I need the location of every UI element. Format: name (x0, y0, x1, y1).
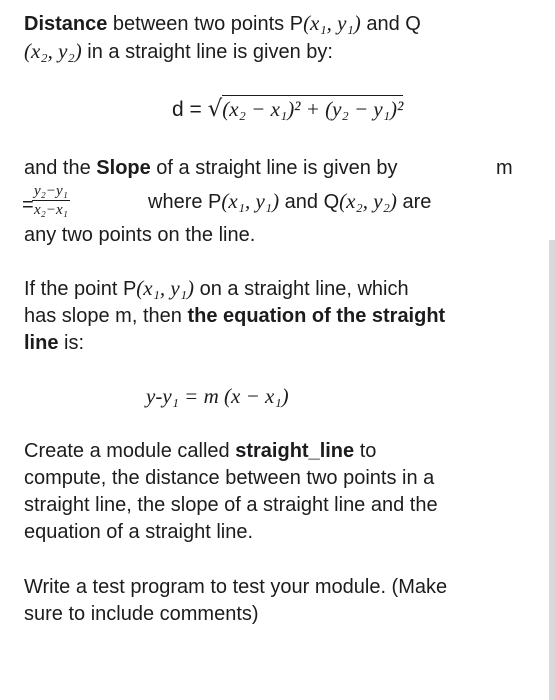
p2-text-a: and the (24, 157, 97, 179)
p2-text-b: of a straight line is given by (150, 157, 398, 179)
scrollbar[interactable] (549, 240, 555, 700)
slope-fraction (32, 182, 70, 219)
distance-radicand: (x₂ − x₁)² + (y₂ − y₁)² (222, 97, 404, 121)
slope-symbol-m: m (496, 157, 513, 179)
p1-text-a: between two points P (107, 13, 304, 35)
slope-denominator: x₂−x₁ (34, 202, 68, 218)
p5-line2: sure to include comments) (24, 603, 259, 625)
module-name: straight_line (235, 440, 355, 462)
sqrt-icon: √ (207, 96, 223, 122)
distance-term: Distance (24, 13, 108, 35)
p2-text-f: any two points on the line. (24, 224, 256, 246)
p4-line4: equation of a straight line. (24, 521, 254, 543)
paragraph-test (24, 574, 534, 628)
p4-line3: straight line, the slope of a straight line and the (24, 494, 438, 516)
paragraph-module (24, 438, 534, 546)
p2-text-e: are (396, 191, 432, 213)
slope-term: Slope (96, 157, 151, 179)
paragraph-line-equation (24, 275, 534, 357)
point-p-coords: (x₁, y₁) (303, 11, 361, 35)
line-equation: y-y₁ = m (x − x₁) (146, 384, 289, 408)
p3-text-b: on a straight line, which (194, 278, 409, 300)
p5-line1: Write a test program to test your module. (Make (24, 576, 448, 598)
equation-term-line: line (24, 332, 59, 354)
p2-text-c: where P (148, 191, 222, 213)
distance-formula (172, 96, 403, 122)
p3-text-d: is: (58, 332, 85, 354)
equation-term: the equation of the straight (187, 305, 446, 327)
slope-equals: = (22, 194, 34, 216)
p3-text-a: If the point P (24, 278, 137, 300)
slope-point-p: (x₁, y₁) (221, 189, 280, 213)
p2-text-d: and Q (279, 191, 340, 213)
slope-point-q: (x₂, y₂) (339, 189, 397, 213)
p3-point-p: (x₁, y₁) (136, 276, 195, 300)
paragraph-distance (24, 10, 534, 66)
p1-text-b: and Q (360, 13, 421, 35)
paragraph-slope (24, 155, 534, 249)
slope-where-clause (148, 188, 431, 216)
point-q-coords: (x₂, y₂) (24, 39, 82, 63)
distance-lhs: d = (172, 98, 208, 121)
slope-numerator: y₂−y₁ (34, 183, 68, 199)
p4-text-b: to (354, 440, 377, 462)
p4-text-a: Create a module called (24, 440, 236, 462)
p3-text-c: has slope m, then (24, 305, 188, 327)
p4-line2: compute, the distance between two points in a (24, 467, 435, 489)
p1-text-c: in a straight line is given by: (81, 41, 333, 63)
